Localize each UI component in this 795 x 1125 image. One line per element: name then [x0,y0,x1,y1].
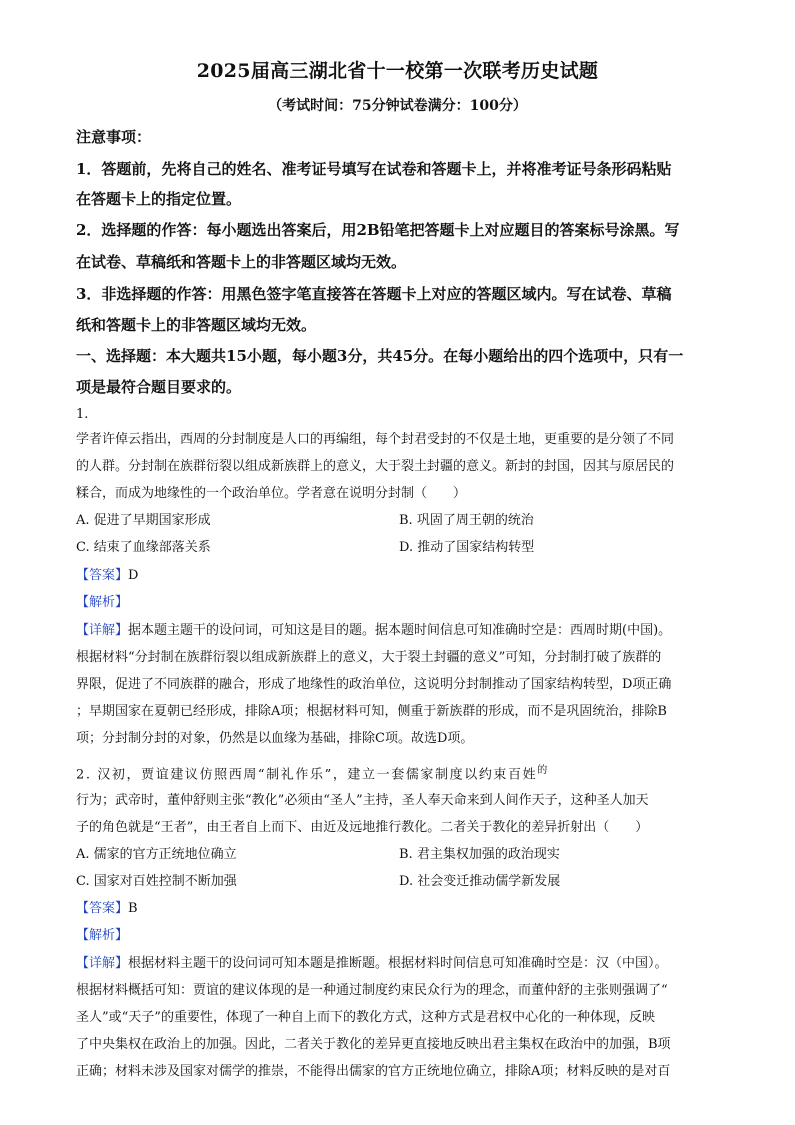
analysis-tag: 【解析】 [76,595,129,610]
question-2-stem-line-2: 行为；武帝时，董仲舒则主张“教化”必须由“圣人”主持，圣人奉天命来到人间作天子，这种圣人加天 [76,793,649,808]
question-2-options-row-1 [76,842,721,867]
question-1-option-c: C. 结束了血缘部落关系 [76,540,211,555]
question-2-answer [76,896,724,922]
question-1-option-a: A. 促进了早期国家形成 [76,513,211,528]
question-1-number: 1. [76,407,89,422]
page-title: 2025届高三湖北省十一校第一次联考历史试题 [196,60,599,82]
question-1-analysis-tag [76,590,724,616]
notice-item-3-line-2: 纸和答题卡上的非答题区域均无效。 [76,316,317,334]
answer-value: D [128,568,139,583]
question-2-stem-text: 2. 汉初，贾谊建议仿照西周“制礼作乐”，建立一套儒家制度以约束百姓 [76,767,538,783]
section-heading-line-1: 一、选择题：本大题共15小题，每小题3分，共45分。在每小题给出的四个选项中，只有一 [76,347,684,365]
notice-item-2-line-1: 2．选择题的作答：每小题选出答案后，用2B铅笔把答题卡上对应题目的答案标号涂黑。写 [76,221,680,239]
question-1-option-d: D. 推动了国家结构转型 [399,540,535,555]
question-2-stem-line-1 [76,758,724,788]
question-2-detail-line-2: 根据材料概括可知：贾谊的建议体现的是一种通过制度约束民众行为的理念，而董仲舒的主张则强调了“ [76,983,668,998]
question-2-detail-line-5: 正确；材料未涉及国家对儒学的推崇，不能得出儒家的官方正统地位确立，排除A项；材料反映的是对百 [76,1064,671,1079]
question-2-options-row-2 [76,869,721,894]
question-2-option-b: B. 君主集权加强的政治现实 [399,847,560,862]
question-1-detail-line-4: ；早期国家在夏朝已经形成，排除A项；根据材料可知，侧重于新族群的形成，而不是巩固统治，排除B [76,704,667,719]
question-2-stem-line-3: 子的角色就是“王者”，由王者自上而下、由近及远地推行教化。二者关于教化的差异折射出（ ） [76,820,649,835]
question-1-options-row-2 [76,535,721,560]
question-1-detail-line-5: 项；分封制分封的对象，仍然是以血缘为基础，排除C项。故选D项。 [76,731,474,746]
notice-item-2-line-2: 在试卷、草稿纸和答题卡上的非答题区域均无效。 [76,253,407,271]
notice-item-1-line-2: 在答题卡上的指定位置。 [76,190,242,208]
notice-item-1-line-1: 1．答题前，先将自己的姓名、准考证号填写在试卷和答题卡上，并将准考证号条形码粘贴 [76,160,672,178]
analysis-tag: 【解析】 [76,928,129,943]
question-2-option-c: C. 国家对百姓控制不断加强 [76,874,237,889]
section-heading-line-2: 项是最符合题目要求的。 [76,378,242,396]
question-2-detail-line-1 [76,951,724,977]
question-1-detail-line-3: 界限，促进了不同族群的融合，形成了地缘性的政治单位，这说明分封制推动了国家结构转型，D项正确 [76,677,672,692]
detail-tag: 【详解】 [76,956,129,971]
question-1-detail-line-1 [76,618,724,644]
notice-heading: 注意事项： [76,128,152,146]
question-2-stem-tail: 的 [537,765,549,776]
question-1-detail-line-2: 根据材料“分封制在族群衍裂以组成新族群上的意义，大于裂土封疆的意义”可知，分封制打破了族群的 [76,650,662,665]
answer-tag: 【答案】 [76,568,129,583]
question-1-stem-line-2: 的人群。分封制在族群衍裂以组成新族群上的意义，大于裂土封疆的意义。新封的封国，因其与原居民的 [76,459,675,474]
question-2-option-a: A. 儒家的官方正统地位确立 [76,847,237,862]
question-1-stem-line-1: 学者许倬云指出，西周的分封制度是人口的再编组，每个封君受封的不仅是土地，更重要的是分领了不同 [76,432,675,447]
exam-info: （考试时间：75分钟试卷满分：100分） [268,98,527,114]
detail-text: 根据材料主题干的设问词可知本题是推断题。根据材料时间信息可知准确时空是：汉（中国）。 [128,956,668,971]
question-2-analysis-tag [76,923,724,949]
answer-tag: 【答案】 [76,901,129,916]
question-1-stem-line-3: 糅合，而成为地缘性的一个政治单位。学者意在说明分封制（ ） [76,486,467,501]
question-2-detail-line-4: 了中央集权在政治上的加强。因此，二者关于教化的差异更直接地反映出君主集权在政治中的加强，B项 [76,1037,671,1052]
question-1-answer [76,563,724,589]
notice-item-3-line-1: 3．非选择题的作答：用黑色签字笔直接答在答题卡上对应的答题区域内。写在试卷、草稿 [76,285,672,303]
detail-tag: 【详解】 [76,623,129,638]
question-1-option-b: B. 巩固了周王朝的统治 [399,513,534,528]
answer-value: B [128,901,138,916]
question-2-option-d: D. 社会变迁推动儒学新发展 [399,874,561,889]
question-1-options-row-1 [76,508,721,533]
detail-text: 据本题主题干的设问词，可知这是目的题。据本题时间信息可知准确时空是：西周时期(中国)。 [128,623,672,638]
question-2-detail-line-3: 圣人”或“天子”的重要性，体现了一种自上而下的教化方式，这种方式是君权中心化的一种体现，反映 [76,1010,655,1025]
